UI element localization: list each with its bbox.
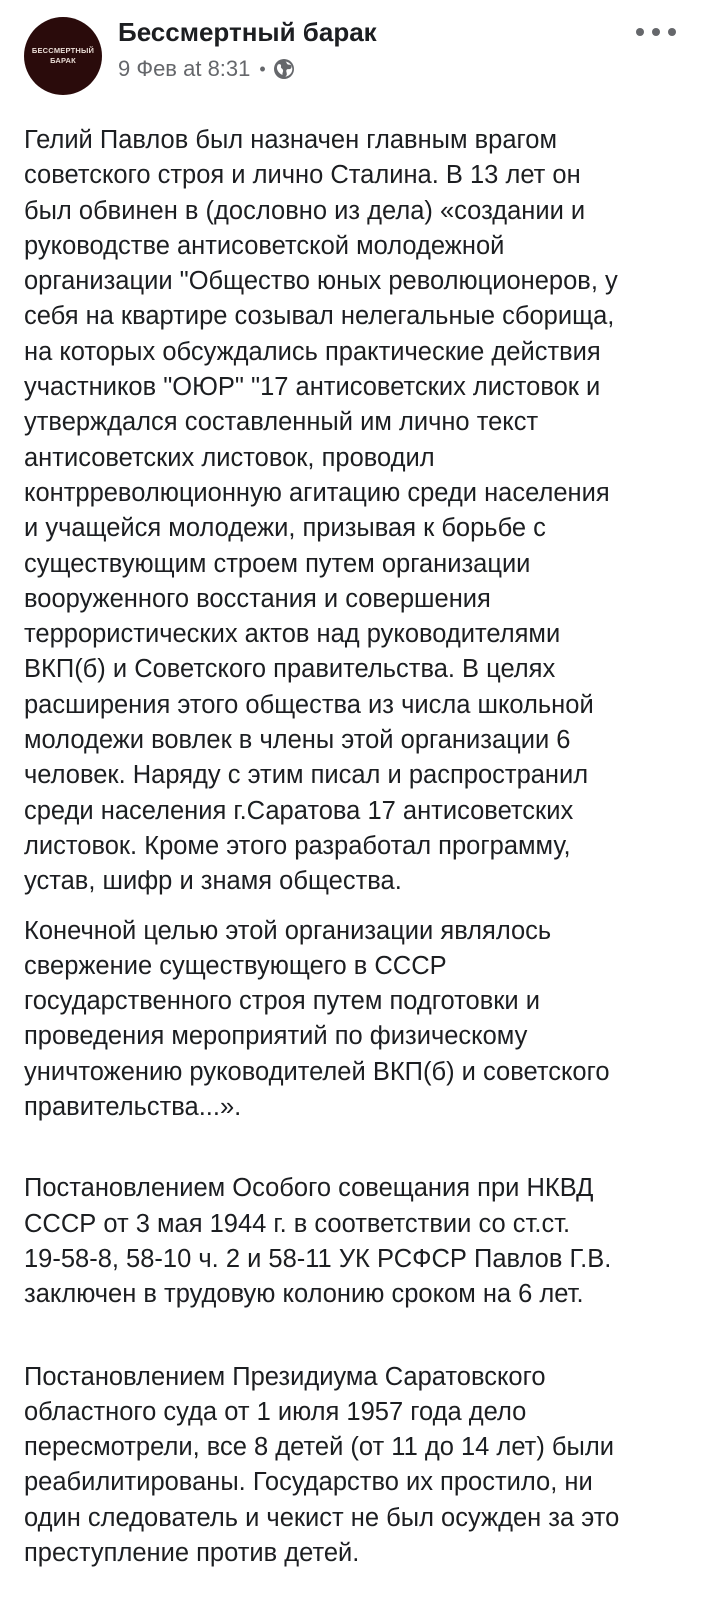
page-name-link[interactable]: Бессмертный барак [118,17,377,47]
avatar-logo-line: БЕССМЕРТНЫЙ [31,46,95,55]
post-paragraph: Постановлением Особого совещания при НКВД СССР от 3 мая 1944 г. в соответствии со ст.ст. 19-58-8, 58-10 ч. 2 и 58-11 УК РСФСР Павлов Г.В. заключен в трудовую колонию сроком на 6 лет. [24,1174,612,1309]
avatar-logo-line: БАРАК [50,56,76,65]
post-paragraph: Конечной целью этой организации являлось свержение существующего в СССР государственного строя путем подготовки и проведения мероприятий по физическому уничтожению руководителей ВКП(б) и советского правительства...». [24,916,610,1122]
post-paragraph: Гелий Павлов был назначен главным врагом советского строя и лично Сталина. В 13 лет он был обвинен в (дословно из дела) «создании и руководстве антисоветской молодежной организации "Общество юных революционеров, у себя на квартире созывал нелегальные сборища, на которых обсуждались практические действия участников "ОЮР" "17 антисоветских листовок и утверждался составленный им лично текст антисоветских листовок, проводил контрреволюционную агитацию среди населения и учащейся молодежи, призывая к борьбе с существующим строем путем организации вооруженного восстания и совершения террористических актов над руководителями ВКП(б) и Советского правительства. В целях расширения этого общества из числа школьной молодежи вовлек в члены этой организации 6 человек. Наряду с этим писал и распространил среди населения г.Саратова 17 антисоветских листовок. Кроме этого разработал программу, устав, шифр и знамя общества. [24,126,618,896]
post-paragraph: Постановлением Президиума Саратовского областного суда от 1 июля 1957 года дело пересмотрели, все 8 детей (от 11 до 14 лет) были реабилитированы. Государство их простило, ни один следователь и чекист не был осужден за это преступление против детей. [24,1362,620,1567]
more-options-icon[interactable] [636,22,676,42]
post-meta [118,55,295,83]
meta-separator: • [259,58,266,79]
post-text [24,123,694,1571]
more-dot [636,28,644,36]
page-avatar[interactable] [24,17,102,95]
globe-icon[interactable] [273,58,295,80]
more-dot [668,28,676,36]
post-header [0,0,720,110]
post-timestamp[interactable]: 9 Фев at 8:31 [118,56,251,81]
more-dot [652,28,660,36]
